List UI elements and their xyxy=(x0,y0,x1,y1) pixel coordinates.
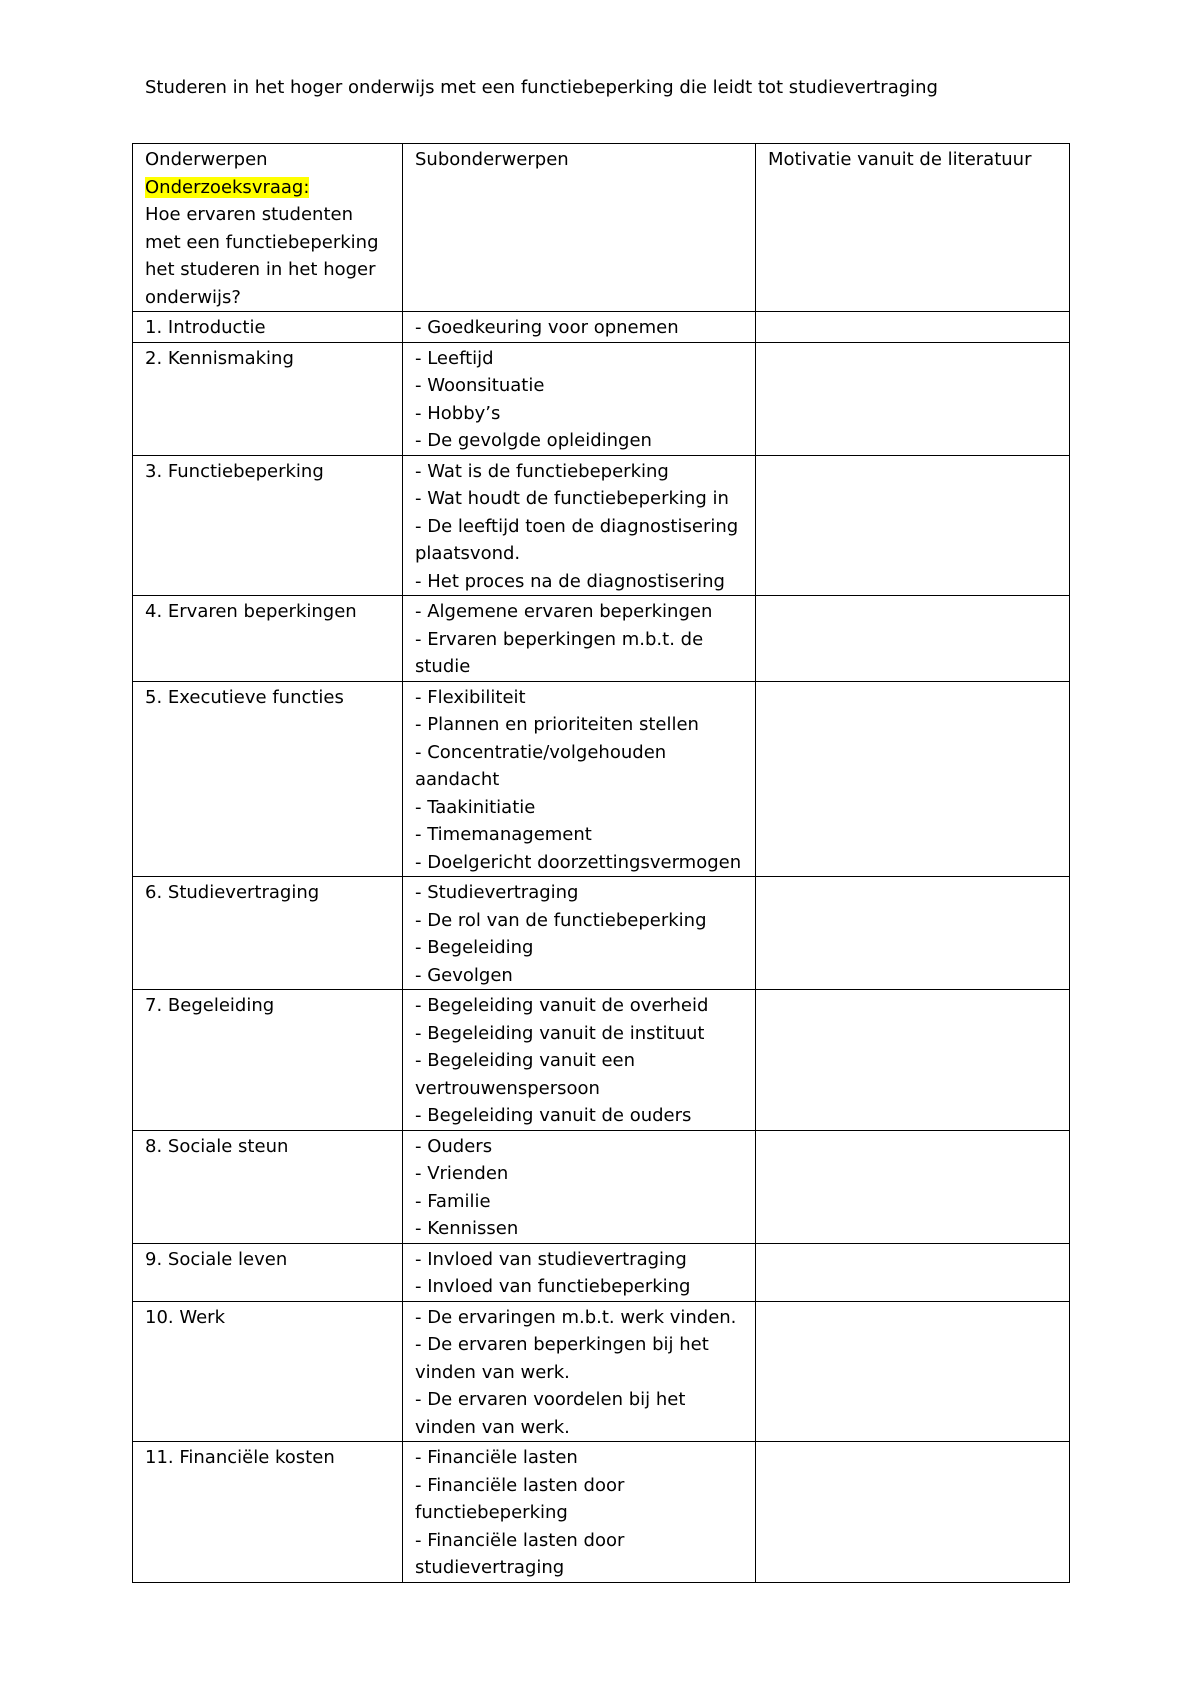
subtopics-cell xyxy=(403,1442,756,1583)
subtopic-line: - Gevolgen xyxy=(415,964,513,986)
subtopic-line: - Begeleiding vanuit de ouders xyxy=(415,1105,692,1126)
research-question-line: het studeren in het hoger xyxy=(145,259,376,280)
subtopics-cell xyxy=(403,681,756,877)
motivation-cell xyxy=(756,877,1070,990)
topic-label: 3. Functiebeperking xyxy=(145,460,324,482)
subtopic-line: - Begeleiding xyxy=(415,937,534,958)
topic-label: 5. Executieve functies xyxy=(145,686,344,708)
subtopic-line: - Algemene ervaren beperkingen xyxy=(415,601,713,622)
subtopic-line: - Woonsituatie xyxy=(415,375,545,396)
subtopic-line: vinden van werk. xyxy=(415,1361,570,1383)
motivation-label: Motivatie vanuit de literatuur xyxy=(768,149,1032,170)
topic-label: 2. Kennismaking xyxy=(145,347,294,369)
research-question-line: onderwijs? xyxy=(145,286,241,308)
subtopics-cell xyxy=(403,1130,756,1243)
table-row xyxy=(133,681,1070,877)
subtopic-line: - Plannen en prioriteiten stellen xyxy=(415,714,699,735)
research-question-line: met een functiebeperking xyxy=(145,231,379,253)
header-motivation-cell xyxy=(756,144,1070,312)
subtopic-line: studie xyxy=(415,656,471,677)
subtopic-line: - De gevolgde opleidingen xyxy=(415,430,652,451)
topic-cell xyxy=(133,877,403,990)
research-question-line: Hoe ervaren studenten xyxy=(145,204,354,225)
subtopics-cell xyxy=(403,596,756,682)
table-row xyxy=(133,312,1070,343)
topic-label: 7. Begeleiding xyxy=(145,995,275,1016)
motivation-cell xyxy=(756,1243,1070,1301)
topic-label: 8. Sociale steun xyxy=(145,1135,289,1157)
subtopics-cell xyxy=(403,455,756,596)
table-row xyxy=(133,877,1070,990)
motivation-cell xyxy=(756,312,1070,343)
topic-cell xyxy=(133,455,403,596)
topic-cell xyxy=(133,596,403,682)
subtopic-line: - De ervaren voordelen bij het xyxy=(415,1389,686,1410)
topic-label: 10. Werk xyxy=(145,1306,225,1328)
subtopic-line: - Financiële lasten door xyxy=(415,1474,625,1496)
motivation-cell xyxy=(756,990,1070,1131)
subtopic-line: - Kennissen xyxy=(415,1218,519,1239)
subtopics-cell xyxy=(403,990,756,1131)
subtopic-line: - Hobby’s xyxy=(415,402,501,424)
subtopic-line: - Wat houdt de functiebeperking in xyxy=(415,488,729,509)
subtopic-line: - De leeftijd toen de diagnostisering xyxy=(415,515,739,537)
subtopic-line: - Taakinitiatie xyxy=(415,796,536,818)
table-row xyxy=(133,596,1070,682)
header-subtopics-cell xyxy=(403,144,756,312)
table-header-row xyxy=(133,144,1070,312)
subtopic-line: - De ervaren beperkingen bij het xyxy=(415,1334,709,1355)
subtopic-line: - Begeleiding vanuit de overheid xyxy=(415,995,709,1016)
subtopic-line: aandacht xyxy=(415,769,500,790)
topic-cell xyxy=(133,1442,403,1583)
motivation-cell xyxy=(756,342,1070,455)
subtopic-line: - Studievertraging xyxy=(415,882,579,903)
motivation-cell xyxy=(756,1130,1070,1243)
subtopic-line: - Invloed van functiebeperking xyxy=(415,1276,691,1297)
topic-label: 1. Introductie xyxy=(145,317,266,338)
subtopic-line: - Flexibiliteit xyxy=(415,686,526,708)
subtopics-cell xyxy=(403,312,756,343)
subtopic-line: - De ervaringen m.b.t. werk vinden. xyxy=(415,1306,737,1328)
subtopic-line: - Begeleiding vanuit de instituut xyxy=(415,1022,705,1044)
subtopic-line: - De rol van de functiebeperking xyxy=(415,909,707,931)
topic-cell xyxy=(133,990,403,1131)
header-topics-cell xyxy=(133,144,403,312)
motivation-cell xyxy=(756,1301,1070,1442)
topic-label: 9. Sociale leven xyxy=(145,1248,288,1270)
topic-label: 4. Ervaren beperkingen xyxy=(145,601,357,622)
table-row xyxy=(133,1243,1070,1301)
page-title: Studeren in het hoger onderwijs met een functiebeperking die leidt tot studievertraging xyxy=(145,77,938,98)
subtopic-line: functiebeperking xyxy=(415,1502,568,1523)
subtopic-line: - Vrienden xyxy=(415,1163,509,1184)
topics-label: Onderwerpen xyxy=(145,149,268,170)
topic-cell xyxy=(133,1301,403,1442)
research-question-label: Onderzoeksvraag: xyxy=(145,176,310,198)
subtopic-line: - Timemanagement xyxy=(415,824,592,845)
topic-cell xyxy=(133,1130,403,1243)
table-row xyxy=(133,1442,1070,1583)
topic-label: 6. Studievertraging xyxy=(145,882,320,903)
subtopic-line: - Invloed van studievertraging xyxy=(415,1248,687,1270)
topic-cell xyxy=(133,342,403,455)
subtopics-label: Subonderwerpen xyxy=(415,149,569,170)
motivation-cell xyxy=(756,681,1070,877)
subtopic-line: - Concentratie/volgehouden xyxy=(415,741,667,763)
subtopics-cell xyxy=(403,1301,756,1442)
subtopic-line: - Goedkeuring voor opnemen xyxy=(415,317,679,338)
subtopic-line: studievertraging xyxy=(415,1557,565,1578)
table-row xyxy=(133,1130,1070,1243)
subtopic-line: - Financiële lasten xyxy=(415,1447,578,1468)
motivation-cell xyxy=(756,596,1070,682)
topic-cell xyxy=(133,1243,403,1301)
subtopic-line: - Ervaren beperkingen m.b.t. de xyxy=(415,628,704,650)
motivation-cell xyxy=(756,1442,1070,1583)
topic-cell xyxy=(133,681,403,877)
subtopic-line: - Begeleiding vanuit een xyxy=(415,1050,636,1071)
interview-topics-table xyxy=(132,143,1070,1583)
motivation-cell xyxy=(756,455,1070,596)
subtopic-line: - Familie xyxy=(415,1190,491,1212)
subtopic-line: - Het proces na de diagnostisering xyxy=(415,570,725,592)
subtopic-line: - Leeftijd xyxy=(415,347,494,369)
table-row xyxy=(133,455,1070,596)
subtopics-cell xyxy=(403,342,756,455)
subtopic-line: - Ouders xyxy=(415,1135,493,1157)
subtopic-line: - Doelgericht doorzettingsvermogen xyxy=(415,851,742,873)
subtopic-line: - Wat is de functiebeperking xyxy=(415,460,669,482)
subtopic-line: vertrouwenspersoon xyxy=(415,1077,600,1099)
table-row xyxy=(133,1301,1070,1442)
subtopic-line: - Financiële lasten door xyxy=(415,1529,625,1551)
subtopic-line: plaatsvond. xyxy=(415,543,521,564)
topic-cell xyxy=(133,312,403,343)
subtopic-line: vinden van werk. xyxy=(415,1416,570,1438)
topic-label: 11. Financiële kosten xyxy=(145,1447,335,1468)
table-row xyxy=(133,990,1070,1131)
subtopics-cell xyxy=(403,877,756,990)
subtopics-cell xyxy=(403,1243,756,1301)
table-row xyxy=(133,342,1070,455)
